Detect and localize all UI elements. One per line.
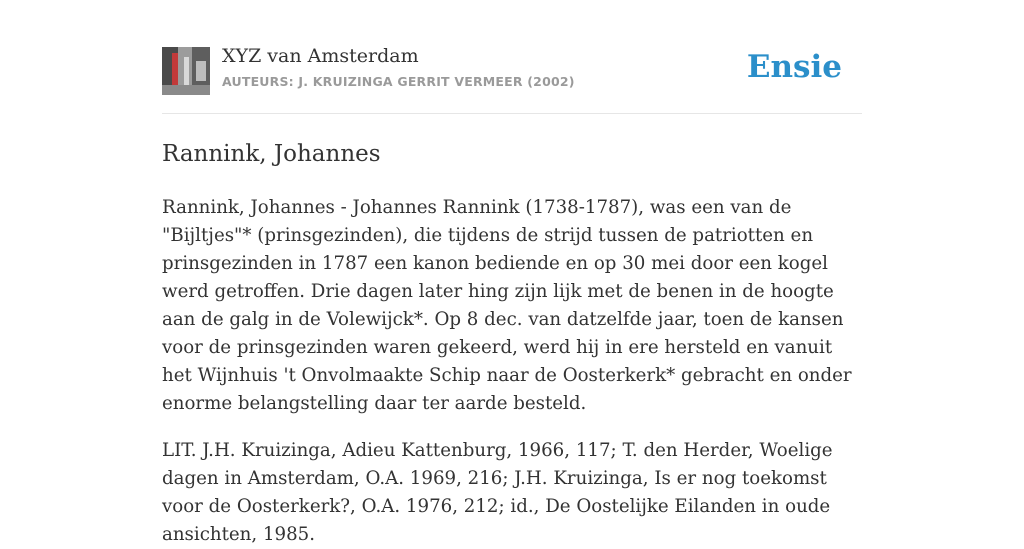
book-cover-avatar[interactable] xyxy=(162,47,210,95)
entry-body: Rannink, Johannes - Johannes Rannink (1738-1787), was een van de "Bijltjes"* (prinsgezinden), die tijdens de strijd tussen de patriotten en prinsgezinden in 1787 een kanon bediende en op 30 mei door een kogel werd getroffen. Drie dagen later hing zijn lijk met de benen in de hoogte aan de galg in de Volewijck*. Op 8 dec. van datzelfde jaar, toen de kansen voor de prinsgezinden waren gekeerd, werd hij in ere hersteld en vanuit het Wijnhuis 't Onvolmaakte Schip naar de Oosterkerk* gebracht en onder enorme belangstelling daar ter aarde besteld. xyxy=(162,197,852,414)
book-cover-image xyxy=(162,47,210,95)
book-header xyxy=(162,0,862,114)
entry-title: Rannink, Johannes xyxy=(162,141,381,167)
book-authors: AUTEURS: J. KRUIZINGA GERRIT VERMEER (2002) xyxy=(222,74,575,89)
content-container xyxy=(162,0,862,549)
entry-literature: LIT. J.H. Kruizinga, Adieu Kattenburg, 1966, 117; T. den Herder, Woelige dagen in Amsterdam, O.A. 1969, 216; J.H. Kruizinga, Is er nog toekomst voor de Oosterkerk?, O.A. 1976, 212; id., De Oostelijke Eilanden in oude ansichten, 1985. xyxy=(162,440,833,545)
ensie-logo-link[interactable]: Ensie xyxy=(746,49,842,85)
book-title[interactable]: XYZ van Amsterdam xyxy=(222,45,419,67)
